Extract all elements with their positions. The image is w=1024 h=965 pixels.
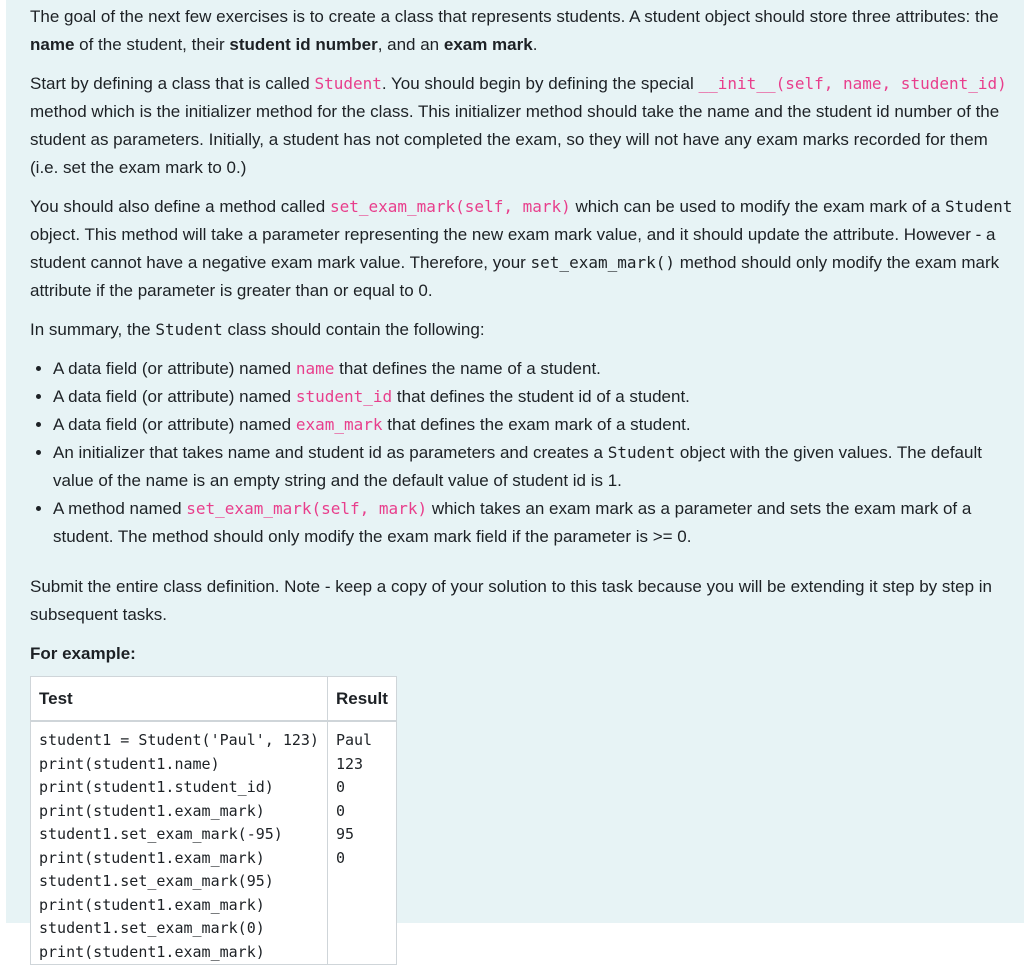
test-cell bbox=[31, 721, 328, 965]
text: object with the given values. The default value of the name is an empty string and the default value of student id is 1. bbox=[53, 443, 982, 490]
text: that defines the student id of a student. bbox=[392, 387, 690, 406]
code-student: Student bbox=[155, 320, 223, 339]
code-init: __init__(self, name, student_id) bbox=[698, 74, 1007, 93]
question-panel bbox=[6, 0, 1024, 961]
result-line: 0 bbox=[335, 848, 345, 867]
code-set-exam-mark-call: set_exam_mark() bbox=[530, 253, 676, 272]
code-student: Student bbox=[607, 443, 676, 462]
code-exam-mark: exam_mark bbox=[295, 415, 383, 434]
text: that defines the exam mark of a student. bbox=[382, 415, 691, 434]
code-set-exam-mark: set_exam_mark(self, mark) bbox=[329, 197, 571, 216]
text: A data field (or attribute) named bbox=[53, 415, 296, 434]
code-line: print(student1.exam_mark) bbox=[39, 942, 265, 961]
result-line: 95 bbox=[335, 825, 355, 843]
text: A data field (or attribute) named bbox=[53, 387, 296, 406]
code-line: print(student1.exam_mark) bbox=[39, 848, 265, 867]
list-item bbox=[53, 355, 1014, 383]
init-paragraph bbox=[30, 70, 1014, 182]
text: , and an bbox=[377, 35, 444, 54]
text: of the student, their bbox=[74, 35, 230, 54]
code-line: student1 = Student('Paul', 123) bbox=[39, 731, 319, 749]
bold-student-id: student id number bbox=[229, 35, 378, 54]
text: You should also define a method called bbox=[30, 197, 330, 216]
list-item bbox=[53, 411, 1014, 439]
result-line: Paul bbox=[335, 731, 373, 749]
result-cell bbox=[327, 721, 396, 965]
method-paragraph bbox=[30, 193, 1014, 305]
text: The goal of the next few exercises is to create a class that represents students. A student object should store three attributes: the bbox=[30, 7, 999, 26]
code-line: print(student1.exam_mark) bbox=[39, 801, 265, 820]
example-table bbox=[30, 676, 397, 965]
table-header-row bbox=[31, 677, 397, 722]
text: A method named bbox=[53, 499, 187, 518]
test-code bbox=[39, 729, 319, 964]
result-output bbox=[336, 729, 388, 870]
code-line: print(student1.student_id) bbox=[39, 778, 274, 796]
code-line: print(student1.name) bbox=[39, 754, 220, 773]
code-name: name bbox=[295, 359, 335, 378]
column-header-result: Result bbox=[327, 677, 396, 722]
result-line: 123 bbox=[335, 754, 364, 773]
code-student: Student bbox=[314, 74, 382, 93]
text: object. This method will take a parameter representing the new exam mark value, and it should update the attribute. However - a student cannot have a negative exam mark value. Therefore, your bbox=[30, 225, 996, 272]
text: . bbox=[532, 35, 538, 54]
list-item bbox=[53, 439, 1014, 495]
example-heading bbox=[30, 640, 1014, 668]
example-heading-text: For example: bbox=[30, 644, 136, 663]
text: method should only modify the exam mark attribute if the parameter is greater than or equal to 0. bbox=[30, 253, 1000, 300]
text: . You should begin by defining the special bbox=[381, 74, 699, 93]
code-student-id: student_id bbox=[295, 387, 393, 406]
text: In summary, the bbox=[30, 320, 156, 339]
result-line: 0 bbox=[335, 801, 345, 820]
bold-exam-mark: exam mark bbox=[443, 35, 533, 54]
code-student: Student bbox=[944, 197, 1013, 216]
code-set-exam-mark: set_exam_mark(self, mark) bbox=[186, 499, 428, 518]
text: Start by defining a class that is called bbox=[30, 74, 315, 93]
code-line: student1.set_exam_mark(95) bbox=[39, 872, 274, 890]
intro-paragraph bbox=[30, 3, 1014, 59]
text: A data field (or attribute) named bbox=[53, 359, 296, 378]
submit-paragraph: Submit the entire class definition. Note - keep a copy of your solution to this task because you will be extending it step by step in subsequent tasks. bbox=[30, 577, 992, 624]
result-line: 0 bbox=[335, 778, 345, 796]
text: An initializer that takes name and student id as parameters and creates a bbox=[53, 443, 608, 462]
text: which can be used to modify the exam mark of a bbox=[570, 197, 945, 216]
text: that defines the name of a student. bbox=[334, 359, 601, 378]
text: which takes an exam mark as a parameter and sets the exam mark of a student. The method should only modify the exam mark field if the parameter is >= 0. bbox=[53, 499, 972, 546]
summary-paragraph bbox=[30, 316, 1014, 344]
code-line: student1.set_exam_mark(-95) bbox=[39, 825, 283, 843]
code-line: print(student1.exam_mark) bbox=[39, 895, 265, 914]
text: method which is the initializer method for the class. This initializer method should take the name and the student id number of the student as parameters. Initially, a student has not completed the exam, so they will not have any exam marks recorded for them (i.e. set the exam mark to 0.) bbox=[30, 102, 1000, 177]
code-line: student1.set_exam_mark(0) bbox=[39, 919, 265, 937]
list-item bbox=[53, 383, 1014, 411]
table-row bbox=[31, 721, 397, 965]
column-header-test: Test bbox=[31, 677, 328, 722]
list-item bbox=[53, 495, 1014, 551]
text: class should contain the following: bbox=[222, 320, 485, 339]
bold-name: name bbox=[30, 35, 75, 54]
summary-list bbox=[30, 355, 1014, 551]
